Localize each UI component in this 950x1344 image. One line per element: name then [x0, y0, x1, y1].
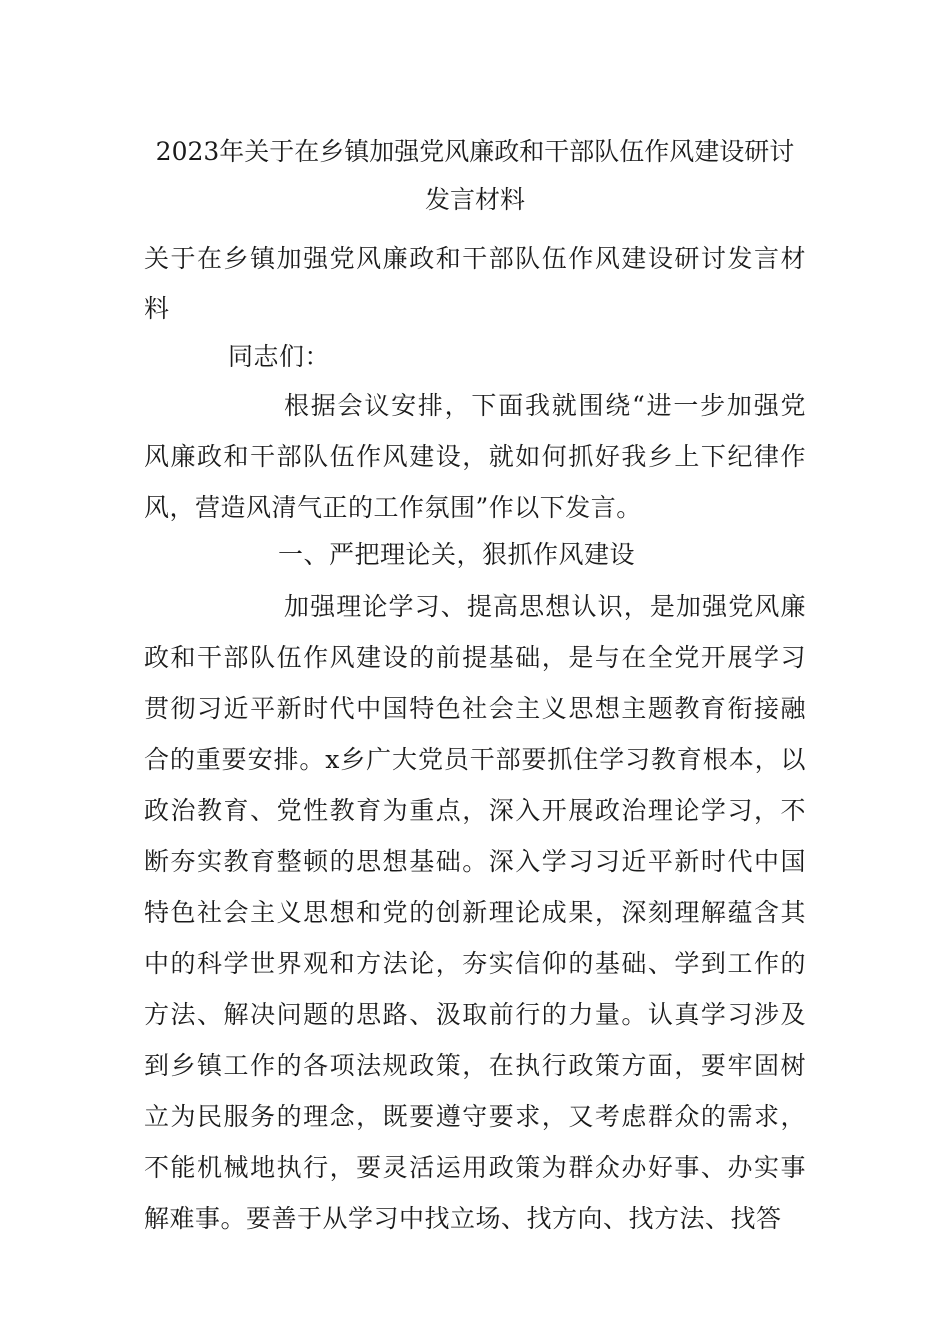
section-heading: 一、严把理论关，狠抓作风建设: [278, 540, 636, 569]
document-title-line-1: 2023年关于在乡镇加强党风廉政和干部队伍作风建设研讨: [155, 137, 795, 166]
intro-paragraph: 根据会议安排，下面我就围绕“进一步加强党风廉政和干部队伍作风建设，就如何抓好我乡上下纪律作风，营造风清气正的工作氛围”作以下发言。: [144, 391, 806, 522]
document-subtitle: 关于在乡镇加强党风廉政和干部队伍作风建设研讨发言材料: [144, 244, 806, 323]
document-title-line-2: 发言材料: [424, 185, 525, 214]
section-paragraph: 加强理论学习、提高思想认识，是加强党风廉政和干部队伍作风建设的前提基础，是与在全党开展学习贯彻习近平新时代中国特色社会主义思想主题教育衔接融合的重要安排。x乡广大党员干部要抓住学习教育根本，以政治教育、党性教育为重点，深入开展政治理论学习，不断夯实教育整顿的思想基础。深入学习习近平新时代中国特色社会主义思想和党的创新理论成果，深刻理解蕴含其中的科学世界观和方法论，夯实信仰的基础、学到工作的方法、解决问题的思路、汲取前行的力量。认真学习涉及到乡镇工作的各项法规政策，在执行政策方面，要牢固树立为民服务的理念，既要遵守要求，又考虑群众的需求，不能机械地执行，要灵活运用政策为群众办好事、办实事解难事。要善于从学习中找立场、找方向、找方法、找答: [144, 592, 806, 1233]
greeting: 同志们：: [228, 342, 331, 371]
